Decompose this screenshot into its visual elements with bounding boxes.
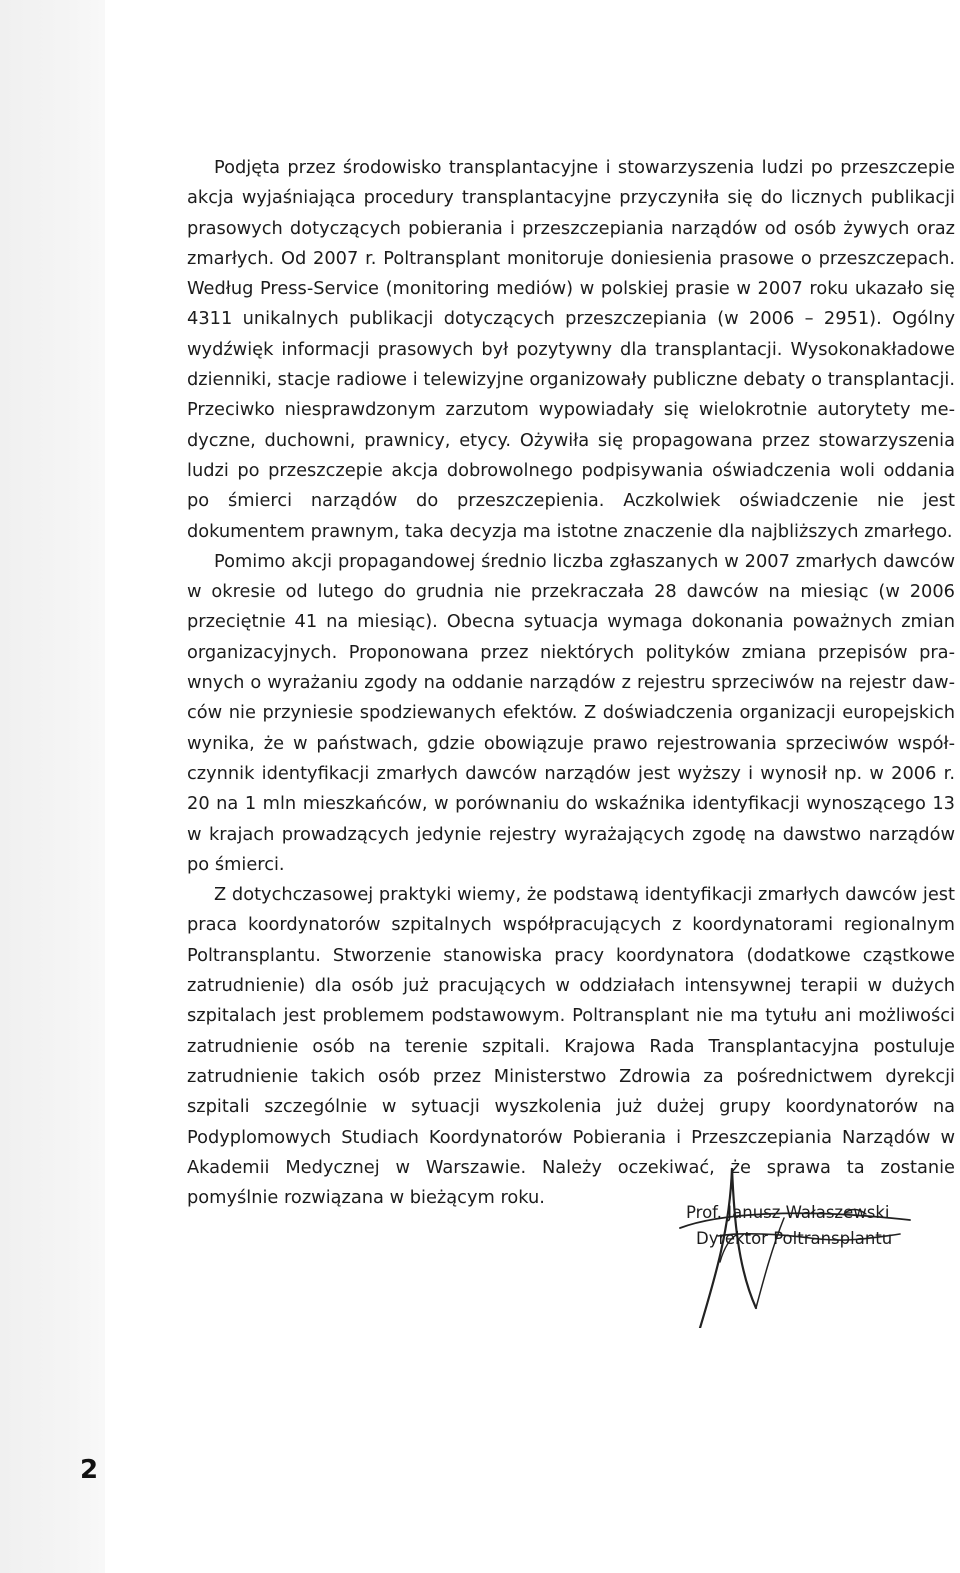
paragraph-press-coverage: Podjęta przez środowisko transplantacyjne i stowarzyszenia ludzi po przeszczepie akcja wyjaśniająca procedury transplantacyjne przyczyniła się do licznych publikacji prasowych dotyczących pobierania i przeszczepiania narządów od osób żywych oraz zmarłych. Od 2007 r. Poltransplant monitoruje doniesienia prasowe o przeszczepach. Według Press-Service (monitoring mediów) w polskiej prasie w 2007 roku ukazało się 4311 unikalnych publikacji dotyczących przeszczepiania (w 2006 – 2951). Ogólny wydźwięk informacji prasowych był pozytywny dla transplantacji. Wysokonakładowe dzienniki, stacje radiowe i telewizyjne organizowały publiczne debaty o transplantacji. Przeciwko niesprawdzonym zarzutom wypowiadały się wielokrotnie autorytety medyczne, duchowni, prawnicy, etycy. Ożywiła się propagowana przez stowarzyszenia ludzi po przeszczepie akcja dobrowolnego podpisywania oświadczenia woli oddania po śmierci narządów do przeszczepienia. Aczkolwiek oświadczenie nie jest dokumentem prawnym, taka decyzja ma istotne znaczenie dla najbliższych zmarłego. — [187, 157, 955, 542]
page-margin-band — [0, 0, 105, 1573]
signatory-name: Prof. Janusz Wałaszewski — [686, 1203, 890, 1222]
page-number: 2 — [80, 1455, 99, 1485]
article-body — [187, 153, 955, 1213]
paragraph-hospital-coordinators: Z dotychczasowej praktyki wiemy, że podstawą identyfikacji zmarłych dawców jest praca koordynatorów szpitalnych współpracujących z koordynatorami regionalnym Poltransplantu. Stworzenie stanowiska pracy koordynatora (dodatkowe cząstkowe zatrudnienie) dla osób już pracujących w oddziałach intensywnej terapii w dużych szpitalach jest problemem podstawowym. Poltransplant nie ma tytułu ani możliwości zatrudnienie osób na terenie szpitali. Krajowa Rada Transplantacyjna postuluje zatrudnienie takich osób przez Ministerstwo Zdrowia za pośrednictwem dyrekcji szpitali szczególnie w sytuacji wyszkolenia już dużej grupy koordynatorów na Podyplomowych Studiach Koordynatorów Pobierania i Przeszczepiania Narządów w Akademii Medycznej w Warszawie. Należy oczekiwać, że sprawa ta zostanie pomyślnie rozwiązana w bieżącym roku. — [187, 884, 955, 1209]
paragraph-donor-statistics: Pomimo akcji propagandowej średnio liczba zgłaszanych w 2007 zmarłych dawców w okresie od lutego do grudnia nie przekraczała 28 dawców na miesiąc (w 2006 przeciętnie 41 na miesiąc). Obecna sytuacja wymaga dokonania poważnych zmian organizacyjnych. Proponowana przez niektórych polityków zmiana przepisów prawnych o wyrażaniu zgody na oddanie narządów z rejestru sprzeciwów na rejestr dawców nie przyniesie spodziewanych efektów. Z doświadczenia organizacji europejskich wynika, że w państwach, gdzie obowiązuje prawo rejestrowania sprzeciwów współczynnik identyfikacji zmarłych dawców narządów jest wyższy i wynosił np. w 2006 r. 20 na 1 mln mieszkańców, w porównaniu do wskaźnika identyfikacji wynoszącego 13 w krajach prowadzących jedynie rejestry wyrażających zgodę na dawstwo narządów po śmierci. — [187, 550, 955, 875]
signature-block — [686, 1200, 936, 1252]
signatory-title: Dyrektor Poltransplantu — [696, 1229, 893, 1248]
